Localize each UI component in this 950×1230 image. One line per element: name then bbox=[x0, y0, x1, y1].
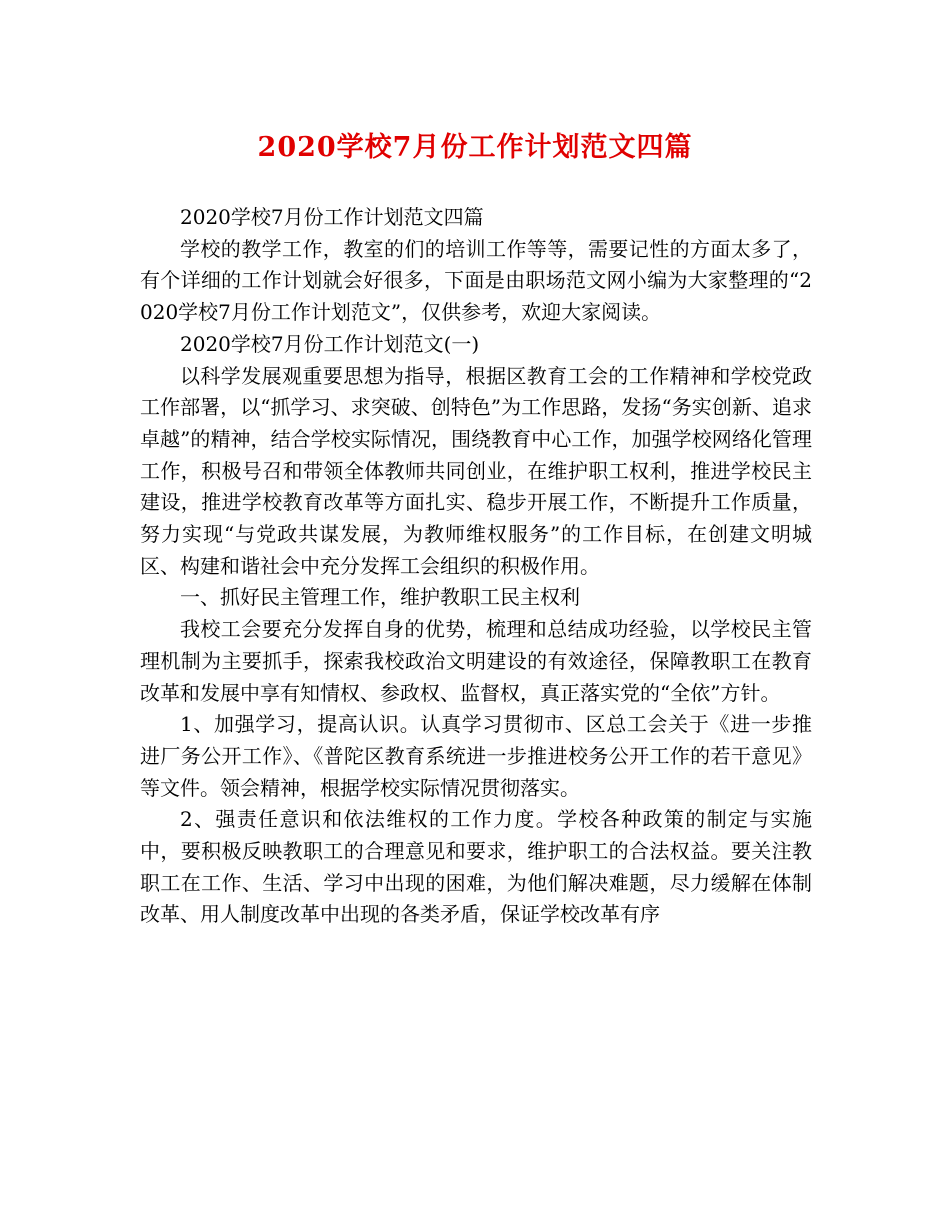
paragraph-subtitle: 2020学校7月份工作计划范文四篇 bbox=[180, 205, 484, 229]
paragraph-point-2: 2、强责任意识和依法维权的工作力度。学校各种政策的制定与实施中，要积极反映教职工的合理意见和要求，维护职工的合法权益。要关注教职工在工作、生活、学习中出现的困难，为他们解决难题，尽力缓解在体制改革、用人制度改革中出现的各类矛盾，保证学校改革有序 bbox=[140, 807, 812, 927]
paragraph-point-1: 1、加强学习，提高认识。认真学习贯彻市、区总工会关于《进一步推进厂务公开工作》、《普陀区教育系统进一步推进校务公开工作的若干意见》等文件。领会精神，根据学校实际情况贯彻落实。 bbox=[140, 712, 812, 800]
paragraph-guiding-principle: 以科学发展观重要思想为指导，根据区教育工会的工作精神和学校党政工作部署，以“抓学习、求突破、创特色”为工作思路，发扬“务实创新、追求卓越”的精神，结合学校实际情况，围绕教育中心工作，加强学校网络化管理工作，积极号召和带领全体教师共同创业，在维护职工权利，推进学校民主建设，推进学校教育改革等方面扎实、稳步开展工作，不断提升工作质量，努力实现“与党政共谋发展，为教师维权服务”的工作目标，在创建文明城区、构建和谐社会中充分发挥工会组织的积极作用。 bbox=[140, 363, 812, 578]
paragraph-intro: 学校的教学工作，教室的们的培训工作等等，需要记性的方面太多了，有个详细的工作计划就会好很多，下面是由职场范文网小编为大家整理的“2020学校7月份工作计划范文”，仅供参考，欢迎大家阅读。 bbox=[140, 236, 812, 325]
paragraph-section-heading: 2020学校7月份工作计划范文(一) bbox=[180, 331, 480, 356]
paragraph-item-heading: 一、抓好民主管理工作，维护教职工民主权利 bbox=[180, 585, 580, 610]
document-title: 2020学校7月份工作计划范文四篇 bbox=[257, 132, 693, 163]
document-body bbox=[140, 202, 812, 931]
paragraph-democratic-management: 我校工会要充分发挥自身的优势，梳理和总结成功经验，以学校民主管理机制为主要抓手，探索我校政治文明建设的有效途径，保障教职工在教育改革和发展中享有知情权、参政权、监督权，真正落实党的“全依”方针。 bbox=[140, 617, 812, 705]
